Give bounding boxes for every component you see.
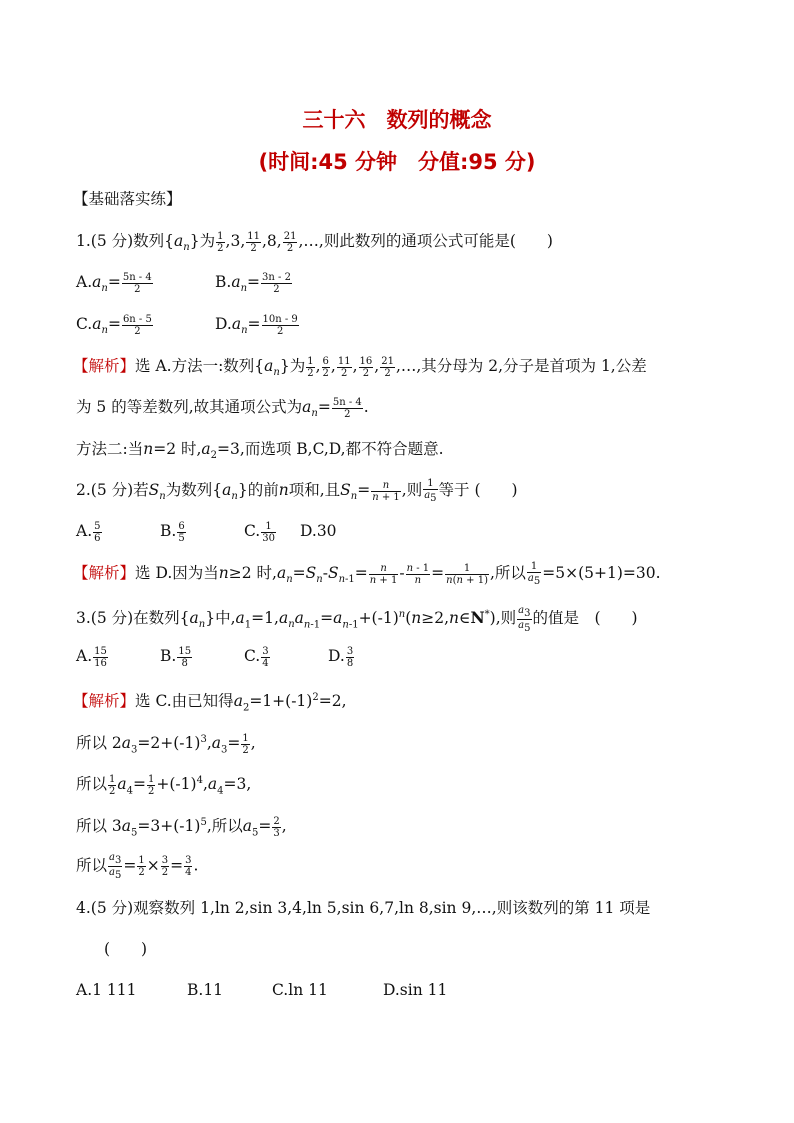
q1-solution-line-3: 方法二:当n=2 时$,a_2=3$,而选项 B,C,D,都不符合题意. bbox=[76, 440, 444, 462]
q3-solution-line-5: 所以 $\frac{a_3}{a_5}$ = $\frac{1}{2}$ × $\frac{3}{2}$ = $\frac{3}{4}$ . bbox=[76, 852, 199, 881]
q3-option-c: C. $\frac{3}{4}$ bbox=[244, 645, 269, 669]
q3-option-a: A. $\frac{15}{16}$ bbox=[76, 645, 107, 669]
q4-option-c: C.ln 11 bbox=[272, 981, 328, 999]
q2-stem: 2.(5 分)若$S_n$为数列$\{a_n\}$的前n项和,且$S_n=$ $\frac{n}{n + 1}$ ,则 $\frac{1}{a_5}$ 等于 ( ) bbox=[76, 478, 518, 504]
q1-stem: 1.(5 分)数列$\{a_n\}$为 $\frac{1}{2}$ ,3, $\frac{11}{2}$ ,8, $\frac{21}{2}$ ,…,则此数列的通项公式可能是( ) bbox=[76, 230, 553, 254]
q1-solution-line-2: 为 5 的等差数列,故其通项公式为$a_n=$ $\frac{5n - 4}{2}$ . bbox=[76, 396, 369, 420]
page-subtitle: (时间:45 分钟 分值:95 分) bbox=[258, 150, 536, 174]
q4-option-b: B.11 bbox=[187, 981, 224, 999]
q1-option-d: $D.a_n=$ $\frac{10n - 9}{2}$ bbox=[215, 313, 298, 337]
q2-option-c: C. $\frac{1}{30}$ bbox=[244, 520, 275, 544]
q3-solution-line-2: 所以 $2a_3=2+(-1)^3,a_3=$ $\frac{1}{2}$ , bbox=[76, 732, 256, 756]
q3-option-b: B. $\frac{15}{8}$ bbox=[160, 645, 192, 669]
q2-option-d: D.30 bbox=[300, 522, 337, 540]
q4-option-a: A.1 111 bbox=[76, 981, 137, 999]
page-title: 三十六 数列的概念 bbox=[302, 108, 492, 132]
q1-solution-line-1: 【解析】选 A.方法一:数列$\{a_n\}$为 $\frac{1}{2}$ , $\frac{6}{2}$ , $\frac{11}{2}$ , $\frac{16}{2}$ , $\frac{21}{2}$ ,…,其分母为 2,分子是首项为 1,公差 bbox=[73, 355, 647, 379]
q1-option-c: $C.a_n=$ $\frac{6n - 5}{2}$ bbox=[76, 313, 152, 337]
q4-option-d: D.sin 11 bbox=[383, 981, 448, 999]
q1-frac-1: $\frac{1}{2}$ bbox=[217, 230, 224, 254]
q2-solution: 【解析】选 D.因为当n≥2 时$,a_n=S_n-S_{n-1}=$ $\frac{n}{n + 1}$ - $\frac{n - 1}{n}$ = $\frac{1}{n(n + 1)}$ ,所以 $\frac{1}{a_5}$ =5×(5+1)=30. bbox=[73, 561, 661, 587]
q1-option-b: $B.a_n=$ $\frac{3n - 2}{2}$ bbox=[215, 271, 291, 295]
q2-option-a: A. $\frac{5}{6}$ bbox=[76, 520, 101, 544]
section-heading: 【基础落实练】 bbox=[73, 190, 182, 208]
q3-solution-line-4: 所以 $3a_5=3+(-1)^5$,所以$a_5=$ $\frac{2}{3}$ , bbox=[76, 815, 287, 839]
q1-option-a: $A.a_n=$ $\frac{5n - 4}{2}$ bbox=[76, 271, 152, 295]
q3-solution-line-3: 所以 $\frac{1}{2}$ $a_4=$ $\frac{1}{2}$ $+(-1)^4,a_4=3$, bbox=[76, 773, 252, 797]
q4-answer-paren: ( ) bbox=[104, 940, 148, 958]
q3-solution-line-1: 【解析】选 C.由已知得$a_2=1+(-1)^2=2$, bbox=[73, 692, 347, 714]
q4-stem: 4.(5 分)观察数列 1,ln 2,sin 3,4,ln 5,sin 6,7,ln 8,sin 9,…,则该数列的第 11 项是 bbox=[76, 899, 651, 917]
q3-option-d: D. $\frac{3}{8}$ bbox=[328, 645, 354, 669]
q1-frac-3: $\frac{21}{2}$ bbox=[283, 230, 297, 254]
q3-stem: 3.(5 分)在数列$\{a_n\}$中$,a_1=1,a_na_{n-1}=a_{n-1}+(-1)^n(n\ge 2,n\in N^*)$,则 $\frac{a_3}{a_5}$ 的值是 ( ) bbox=[76, 604, 638, 634]
q1-frac-2: $\frac{11}{2}$ bbox=[247, 230, 260, 254]
q2-option-b: B. $\frac{6}{5}$ bbox=[160, 520, 185, 544]
